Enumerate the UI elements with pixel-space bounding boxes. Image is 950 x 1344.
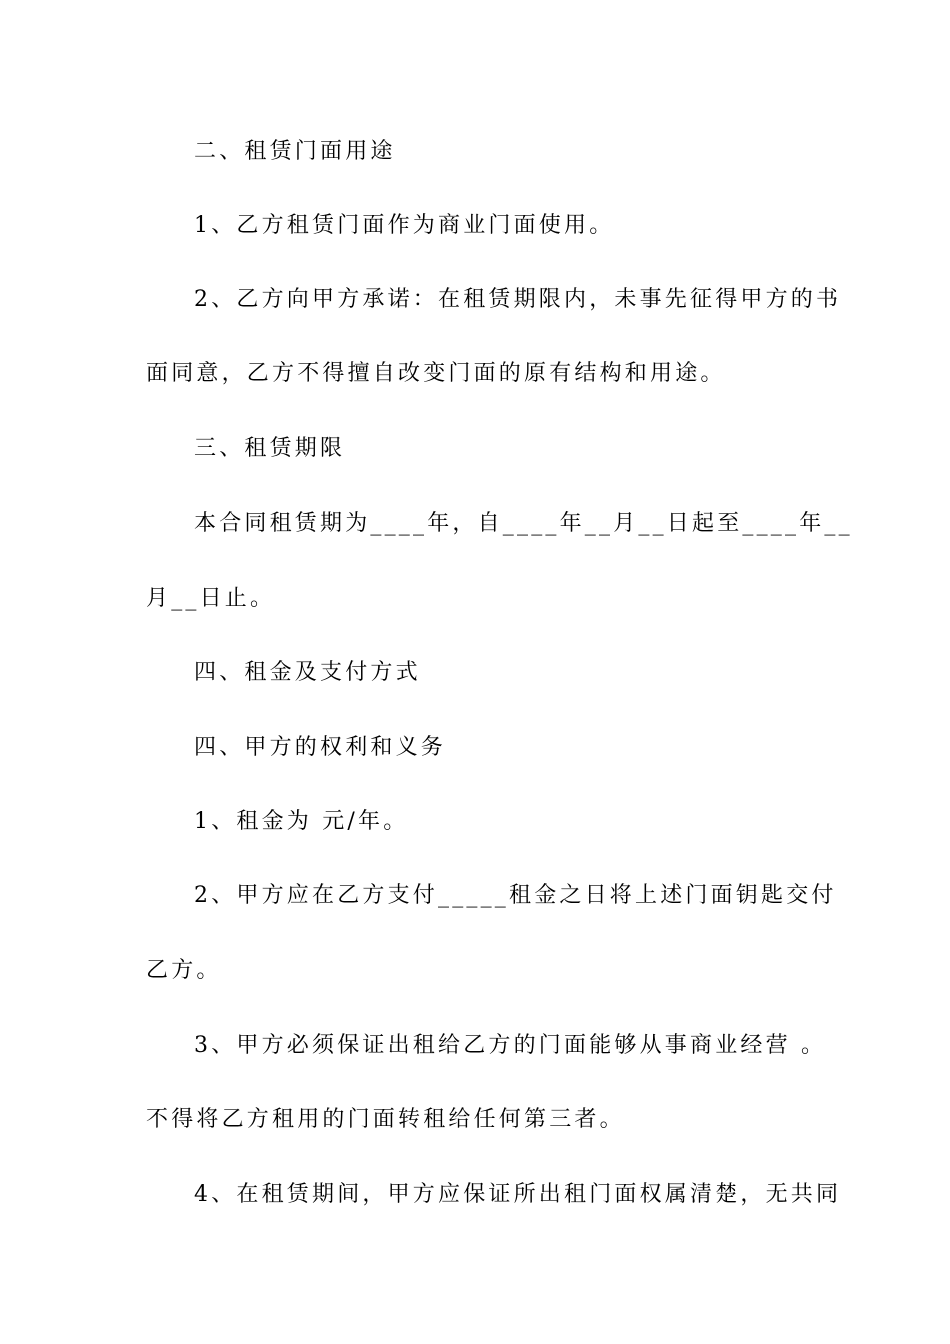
clause-usage-2-continued: 面同意，乙方不得擅自改变门面的原有结构和用途。 xyxy=(146,361,726,386)
section-heading-rent: 四、租金及支付方式 xyxy=(194,660,421,685)
clause-rights-2-continued: 乙方。 xyxy=(146,958,222,983)
clause-usage-1: 1、乙方租赁门面作为商业门面使用。 xyxy=(194,213,615,238)
section-heading-lessor-rights: 四、甲方的权利和义务 xyxy=(194,735,447,760)
section-heading-term: 三、租赁期限 xyxy=(194,436,346,461)
clause-term: 本合同租赁期为____年，自____年__月__日起至____年__ xyxy=(194,511,853,536)
clause-rights-3-continued: 不得将乙方租用的门面转租给任何第三者。 xyxy=(146,1107,625,1132)
clause-rights-2: 2、甲方应在乙方支付_____租金之日将上述门面钥匙交付 xyxy=(194,883,837,908)
clause-term-continued: 月__日止。 xyxy=(146,586,276,611)
clause-usage-2: 2、乙方向甲方承诺：在租赁期限内，未事先征得甲方的书 xyxy=(194,287,842,312)
section-heading-usage: 二、租赁门面用途 xyxy=(194,139,396,164)
clause-rights-3: 3、甲方必须保证出租给乙方的门面能够从事商业经营 。 xyxy=(194,1033,827,1058)
clause-rights-4: 4、在租赁期间，甲方应保证所出租门面权属清楚，无共同 xyxy=(194,1182,842,1207)
clause-rights-1: 1、租金为 元/年。 xyxy=(194,809,409,834)
